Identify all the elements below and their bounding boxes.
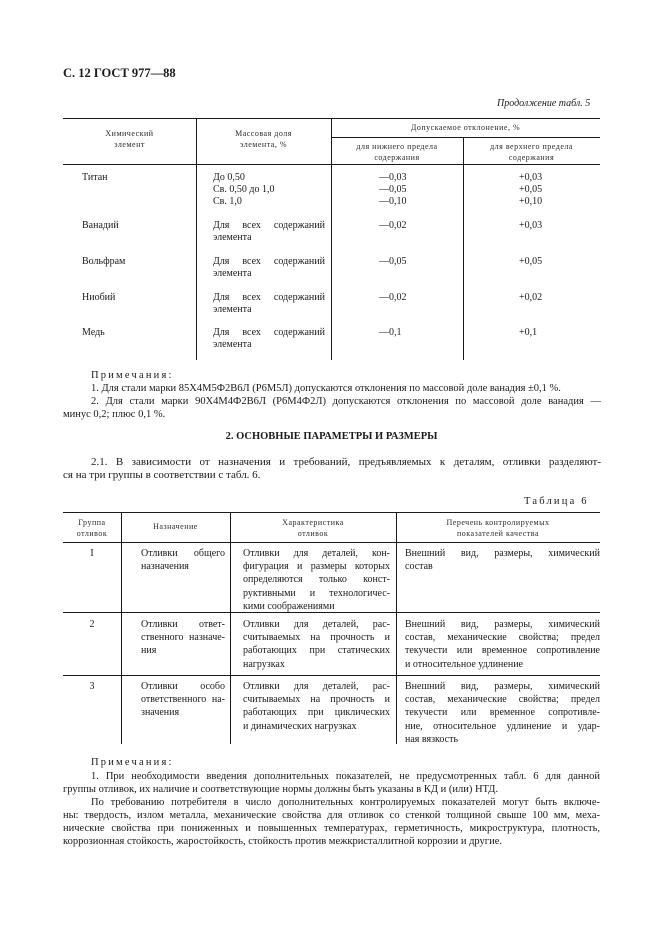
table6-header-characteristic: Характеристика отливок xyxy=(282,518,344,538)
table6-col-divider xyxy=(396,512,397,744)
table-cell-group: 2 xyxy=(89,619,95,630)
table-cell-purpose: Отливки особо ответственного на- значения xyxy=(141,681,225,719)
table-cell-controls: Внешний вид, размеры, химический состав xyxy=(405,548,600,573)
table-cell-characteristic: Отливки для деталей, кон- фигурация и размеры которых определяются только конст- руктивными и технологичес- кими соображениями xyxy=(243,548,390,612)
table-cell-upper: +0,03 xyxy=(519,220,543,231)
table6-header-purpose: Назначение xyxy=(153,522,198,531)
section-title: 2. ОСНОВНЫЕ ПАРАМЕТРЫ И РАЗМЕРЫ xyxy=(225,431,438,442)
table6-header-controls: Перечень контролируемых показателей качества xyxy=(446,518,550,538)
page-header: С. 12 ГОСТ 977—88 xyxy=(63,66,176,80)
table-cell-upper: +0,1 xyxy=(519,327,538,338)
table-cell-element: Ванадий xyxy=(82,220,119,231)
table5-header-lower: для нижнего предела содержания xyxy=(356,142,438,162)
table6-notes-title: Примечания: xyxy=(91,757,174,768)
table5-col-divider xyxy=(196,118,197,360)
table5-note-1: 1. Для стали марки 85Х4М5Ф2В6Л (Р6М5Л) допускаются отклонения по массовой доле ванадия ±0,1 %. xyxy=(91,383,561,394)
section-paragraph-cont: ся на три группы в соответствии с табл. 6. xyxy=(63,469,261,481)
table6-note-1-cont: группы отливок, их наличие и соответствующие нормы должны быть указаны в КД и (или) НТД. xyxy=(63,784,499,795)
table-cell-characteristic: Отливки для деталей, рас- считываемых на прочность и работающих при статических нагрузках xyxy=(243,619,390,670)
table-cell-mass: Для всех содержаний элемента xyxy=(213,327,325,350)
table6-row-rule xyxy=(63,675,600,676)
table5-header-deviation: Допускаемое отклонение, % xyxy=(410,123,521,132)
table-cell-lower: —0,03 —0,05 —0,10 xyxy=(379,172,407,207)
table-cell-purpose: Отливки общего назначения xyxy=(141,548,225,573)
table6-col-divider xyxy=(230,512,231,744)
table6-note-2: По требованию потребителя в число дополнительных контролируемых показателей могут быть включе- xyxy=(91,797,600,808)
table-cell-upper: +0,02 xyxy=(519,292,543,303)
table-cell-element: Титан xyxy=(82,172,108,183)
table-cell-mass: До 0,50 Св. 0,50 до 1,0 Св. 1,0 xyxy=(213,172,275,207)
table-cell-upper: +0,05 xyxy=(519,256,543,267)
table6-note-2-cont: нические свойства при пониженных и повышенных температурах, герметичность, микроструктура, плотность, xyxy=(63,823,600,834)
table6-col-divider xyxy=(121,512,122,744)
table-cell-lower: —0,05 xyxy=(379,256,407,267)
table5-mid-rule xyxy=(331,137,600,138)
table-cell-controls: Внешний вид, размеры, химический состав, механические свойства; предел текучести или временное сопротивление и относительное удлинение xyxy=(405,619,600,670)
table6-top-rule xyxy=(63,512,600,513)
table6-header-rule xyxy=(63,542,600,543)
table-cell-group: 3 xyxy=(89,681,95,692)
section-paragraph: 2.1. В зависимости от назначения и требований, предъявляемых к деталям, отливки разделяют- xyxy=(91,456,601,468)
table6-note-1: 1. При необходимости введения дополнительных показателей, не предусмотренных табл. 6 для данной xyxy=(91,771,600,782)
table5-notes-title: Примечания: xyxy=(91,370,174,381)
table-cell-upper: +0,03 +0,05 +0,10 xyxy=(519,172,543,207)
table5-header-element: Химический элемент xyxy=(105,129,154,149)
table-cell-lower: —0,02 xyxy=(379,220,407,231)
table5-continuation-label: Продолжение табл. 5 xyxy=(497,98,591,109)
table5-note-2: 2. Для стали марки 90Х4М4Ф2В6Л (Р6М4Ф2Л) допускаются отклонения по массовой доле ванадия — xyxy=(91,396,601,407)
table6-header-group: Группа отливок xyxy=(76,518,108,538)
table6-caption: Таблица 6 xyxy=(524,496,589,507)
table-cell-mass: Для всех содержаний элемента xyxy=(213,220,325,243)
table5-header-mass: Массовая доля элемента, % xyxy=(235,129,292,149)
table-cell-group: I xyxy=(90,548,94,559)
table-cell-lower: —0,02 xyxy=(379,292,407,303)
table-cell-lower: —0,1 xyxy=(379,327,402,338)
table6-note-2-cont: коррозионная стойкость, жаростойкость, стойкость против межкристаллитной коррозии и другие. xyxy=(63,836,503,847)
table-cell-element: Вольфрам xyxy=(82,256,126,267)
table5-col-divider xyxy=(463,137,464,360)
table-cell-element: Ниобий xyxy=(82,292,116,303)
table6-note-2-cont: ны: твердость, излом металла, механические свойства для отливок со стенкой толщиной свыше 100 мм, меха- xyxy=(63,810,600,821)
table-cell-controls: Внешний вид, размеры, химический состав, механические свойства; предел текучести или временное сопротивле- ние, относительное удлинение и удар- ная вязкость xyxy=(405,681,600,745)
table-cell-purpose: Отливки ответ- ственного назначе- ния xyxy=(141,619,225,657)
table-cell-mass: Для всех содержаний элемента xyxy=(213,292,325,315)
table-cell-element: Медь xyxy=(82,327,105,338)
table-cell-characteristic: Отливки для деталей, рас- считываемых на прочность и работающих при циклических и динамических нагрузках xyxy=(243,681,390,732)
table5-note-2-cont: минус 0,2; плюс 0,1 %. xyxy=(63,409,166,420)
table-cell-mass: Для всех содержаний элемента xyxy=(213,256,325,279)
table5-header-upper: для верхнего предела содержания xyxy=(490,142,573,162)
